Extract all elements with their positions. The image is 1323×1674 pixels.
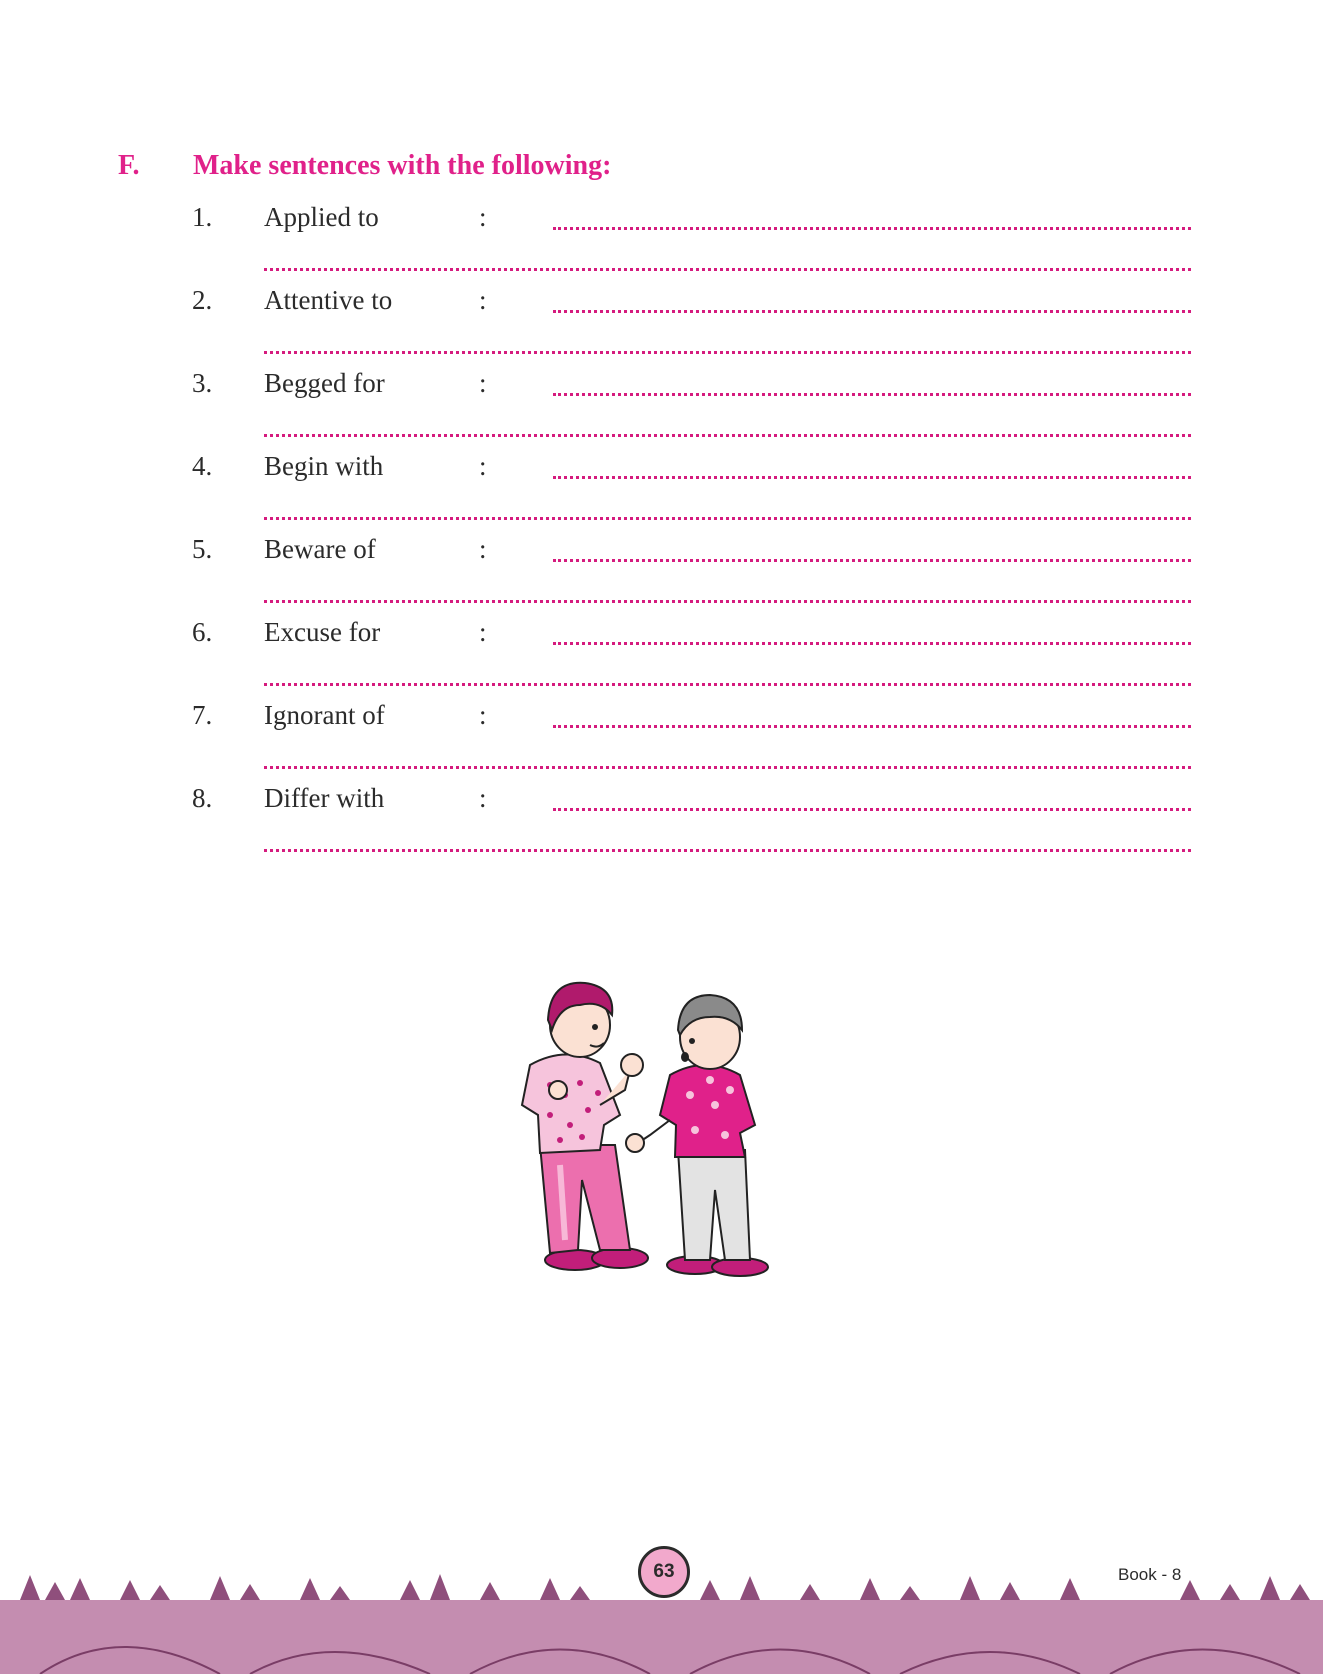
item-phrase: Attentive to bbox=[264, 285, 393, 315]
exercise-item bbox=[0, 534, 1323, 618]
exercise-item bbox=[0, 368, 1323, 452]
answer-line[interactable] bbox=[264, 351, 1191, 354]
page-number-badge: 63 bbox=[638, 1546, 690, 1598]
item-number: 5. bbox=[192, 534, 213, 564]
item-colon: : bbox=[479, 617, 487, 647]
exercise-item bbox=[0, 285, 1323, 369]
answer-line[interactable] bbox=[264, 268, 1191, 271]
answer-line[interactable] bbox=[264, 434, 1191, 437]
item-phrase: Applied to bbox=[264, 202, 379, 232]
answer-line[interactable] bbox=[264, 600, 1191, 603]
exercise-item bbox=[0, 202, 1323, 286]
answer-line[interactable] bbox=[264, 849, 1191, 852]
answer-line[interactable] bbox=[264, 517, 1191, 520]
item-phrase: Beware of bbox=[264, 534, 376, 564]
two-boys-illustration bbox=[520, 975, 810, 1295]
item-colon: : bbox=[479, 534, 487, 564]
item-number: 3. bbox=[192, 368, 213, 398]
answer-line[interactable] bbox=[553, 808, 1191, 811]
answer-line[interactable] bbox=[553, 559, 1191, 562]
answer-line[interactable] bbox=[553, 393, 1191, 396]
item-phrase: Excuse for bbox=[264, 617, 381, 647]
answer-line[interactable] bbox=[553, 476, 1191, 479]
answer-line[interactable] bbox=[553, 725, 1191, 728]
item-phrase: Ignorant of bbox=[264, 700, 385, 730]
answer-line[interactable] bbox=[553, 310, 1191, 313]
right-boy-figure bbox=[626, 995, 768, 1276]
left-boy-figure bbox=[522, 983, 648, 1270]
item-phrase: Differ with bbox=[264, 783, 385, 813]
answer-line[interactable] bbox=[264, 766, 1191, 769]
answer-line[interactable] bbox=[553, 642, 1191, 645]
item-number: 8. bbox=[192, 783, 213, 813]
exercise-item bbox=[0, 700, 1323, 784]
item-number: 7. bbox=[192, 700, 213, 730]
item-phrase: Begged for bbox=[264, 368, 385, 398]
item-colon: : bbox=[479, 700, 487, 730]
item-number: 1. bbox=[192, 202, 213, 232]
item-phrase: Begin with bbox=[264, 451, 384, 481]
answer-line[interactable] bbox=[553, 227, 1191, 230]
item-number: 6. bbox=[192, 617, 213, 647]
item-colon: : bbox=[479, 451, 487, 481]
exercise-item bbox=[0, 783, 1323, 867]
book-label: Book - 8 bbox=[1118, 1565, 1182, 1584]
item-number: 2. bbox=[192, 285, 213, 315]
exercise-item bbox=[0, 617, 1323, 701]
answer-line[interactable] bbox=[264, 683, 1191, 686]
section-letter: F. bbox=[118, 150, 140, 181]
item-colon: : bbox=[479, 368, 487, 398]
item-colon: : bbox=[479, 783, 487, 813]
item-number: 4. bbox=[192, 451, 213, 481]
section-title: Make sentences with the following: bbox=[193, 150, 612, 181]
item-colon: : bbox=[479, 285, 487, 315]
item-colon: : bbox=[479, 202, 487, 232]
exercise-item bbox=[0, 451, 1323, 535]
